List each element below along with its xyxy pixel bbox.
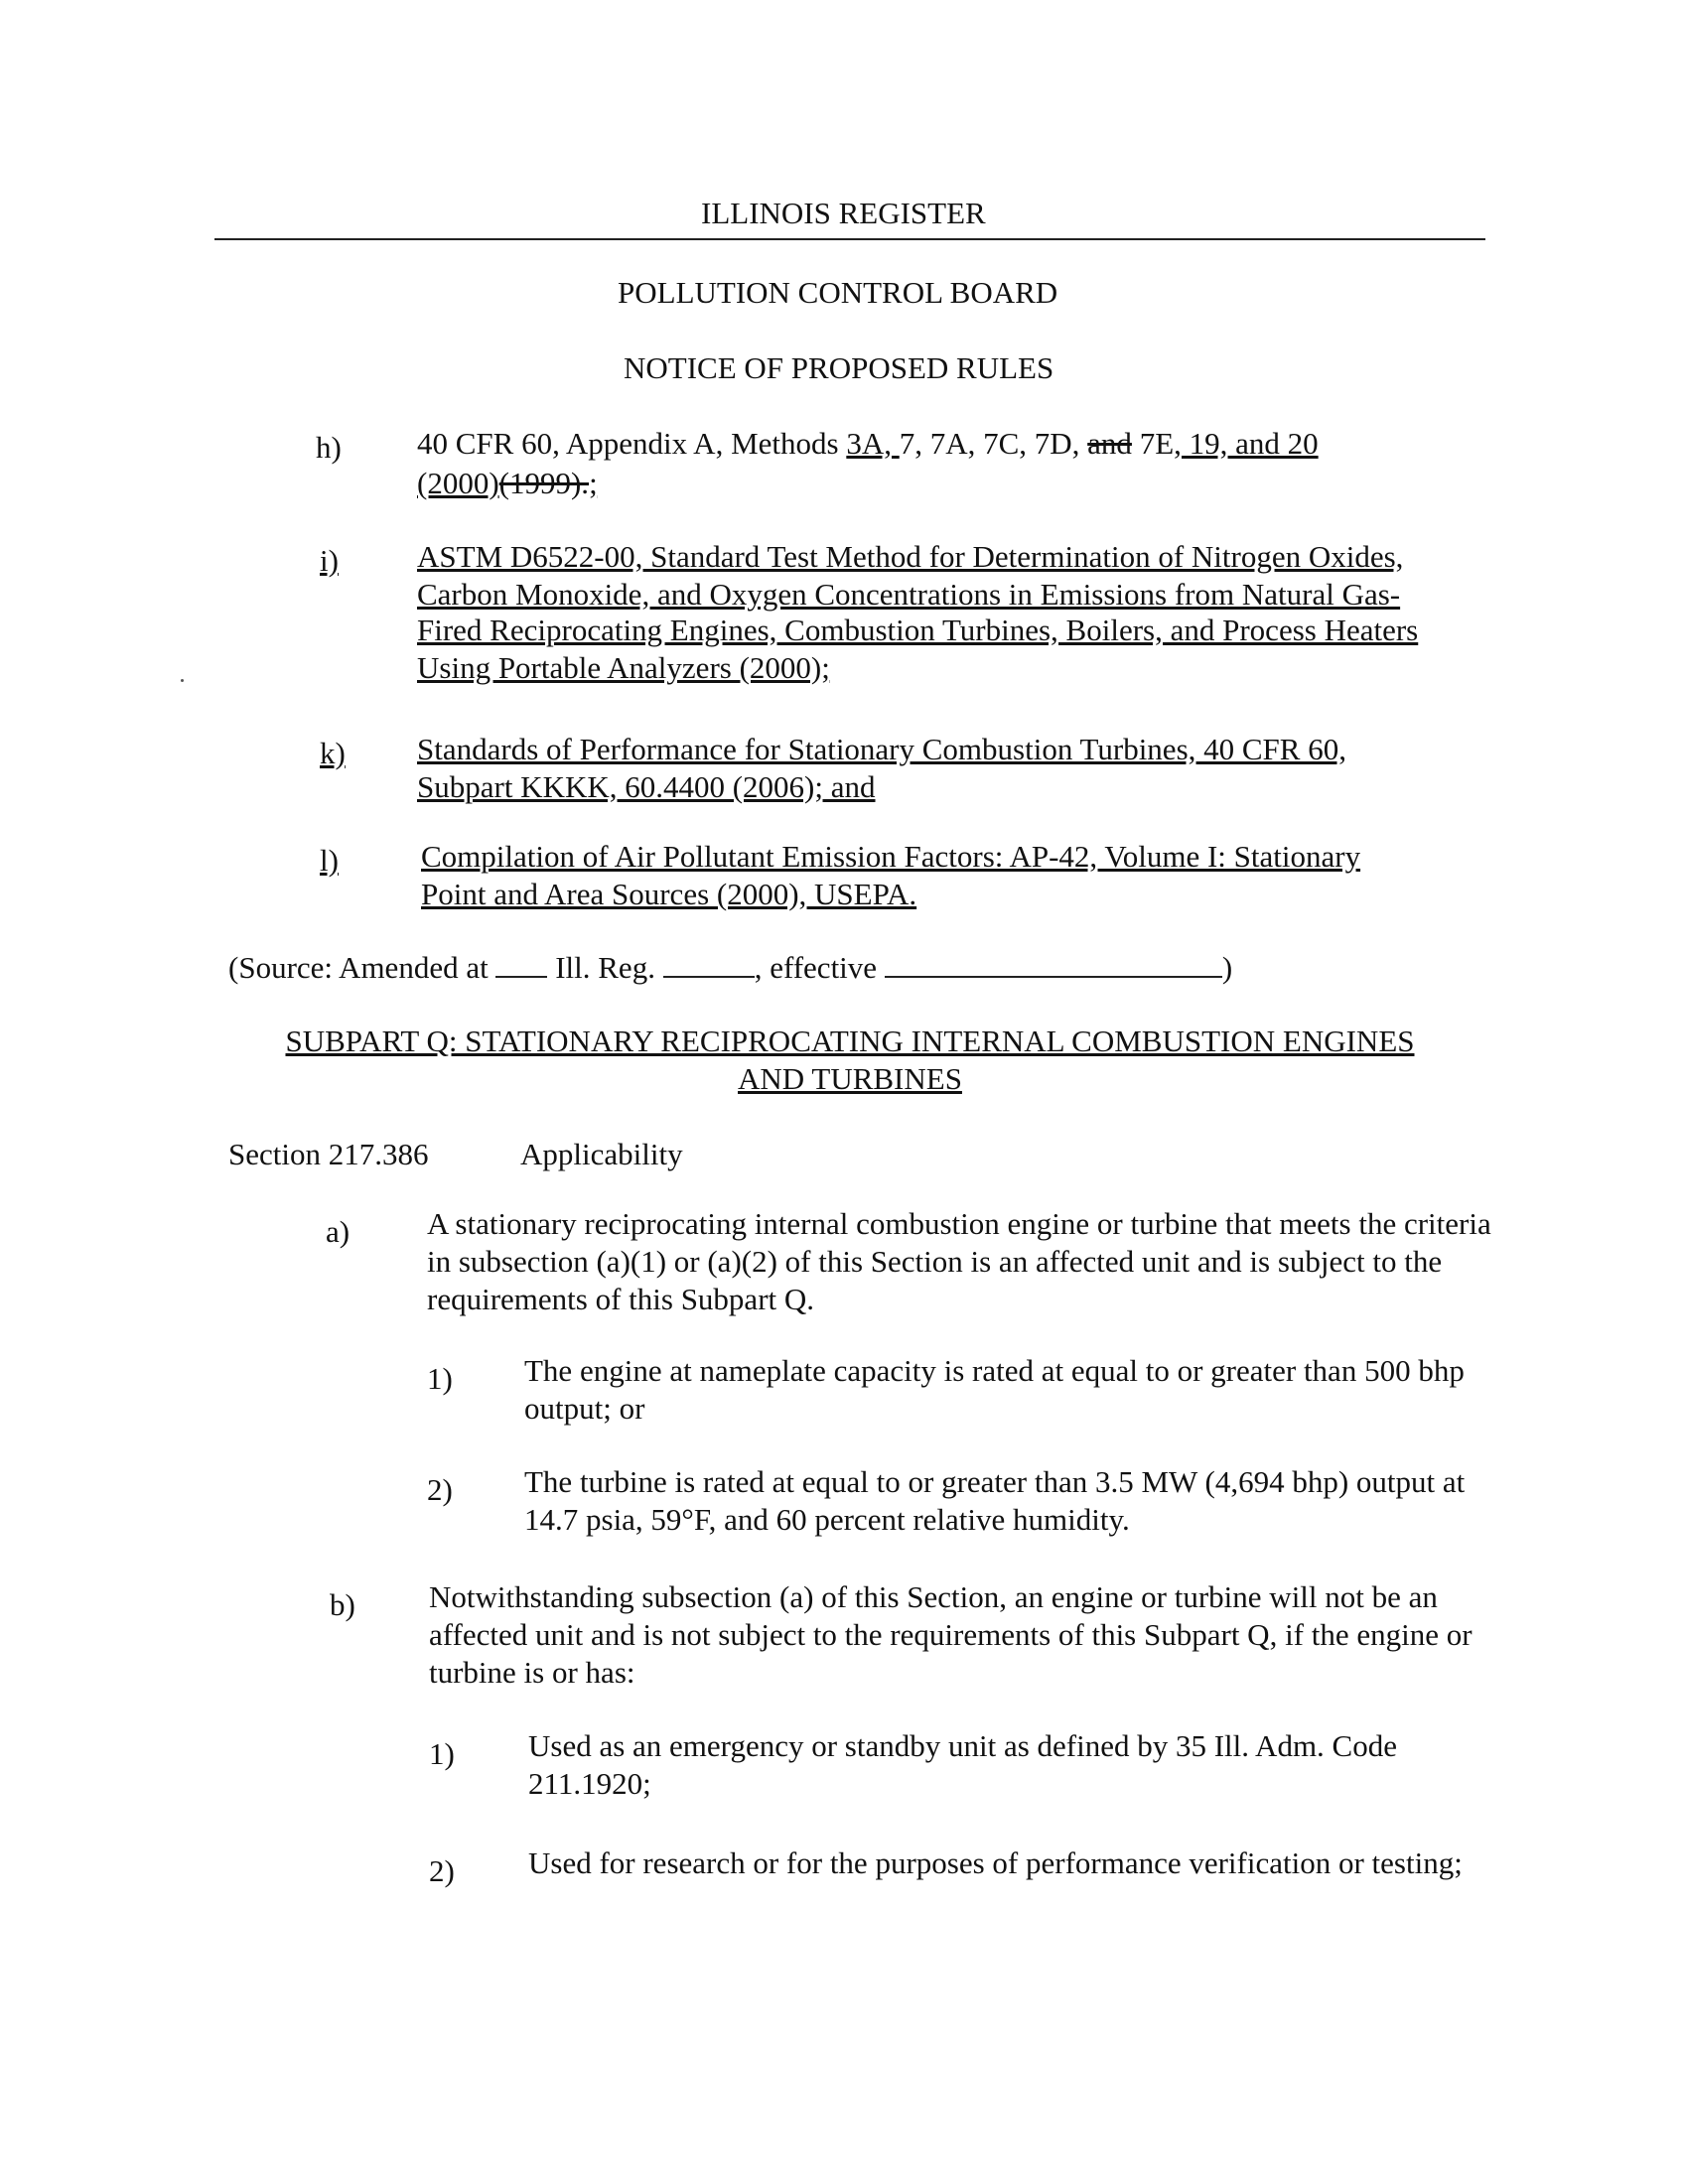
- item-h-text-e: 7E: [1131, 426, 1175, 461]
- source-text-d: ): [1221, 950, 1233, 985]
- para-b-item1-text: Used as an emergency or standby unit as defined by 35 Ill. Adm. Code 211.1920;: [528, 1728, 1397, 1801]
- notice-title: NOTICE OF PROPOSED RULES: [624, 350, 1054, 385]
- para-a-item2-label: 2): [427, 1472, 453, 1507]
- subpart-heading-line2: AND TURBINES: [738, 1061, 962, 1096]
- section-number: Section 217.386: [228, 1137, 429, 1171]
- item-j-label: i): [320, 543, 339, 578]
- item-l-line1: Compilation of Air Pollutant Emission Factors: AP-42, Volume I: Stationary: [421, 839, 1361, 874]
- item-k-line2: Subpart KKKK, 60.4400 (2006); and: [417, 769, 876, 804]
- item-h-line2: [417, 465, 598, 502]
- item-j-line1: ASTM D6522-00, Standard Test Method for Determination of Nitrogen Oxides,: [417, 539, 1404, 574]
- item-h-strike-1999: (1999).: [498, 466, 590, 500]
- board-name: POLLUTION CONTROL BOARD: [618, 275, 1058, 310]
- source-text-c: , effective: [754, 950, 885, 985]
- item-h-label: h): [316, 430, 342, 465]
- item-h-text-c: 7, 7A, 7C, 7D,: [899, 426, 1088, 461]
- item-h-insert-3a: 3A,: [846, 426, 900, 461]
- item-l-label: l): [320, 843, 339, 878]
- item-j-line4: Using Portable Analyzers (2000);: [417, 650, 830, 685]
- item-k-line1: Standards of Performance for Stationary Combustion Turbines, 40 CFR 60,: [417, 732, 1346, 766]
- source-note: [228, 949, 1232, 987]
- item-k-label: k): [320, 736, 346, 770]
- source-text-a: (Source: Amended at: [228, 950, 496, 985]
- header-rule: [214, 238, 1485, 240]
- para-b-label: b): [330, 1587, 355, 1622]
- item-j-line2: Carbon Monoxide, and Oxygen Concentrations in Emissions from Natural Gas-: [417, 577, 1401, 612]
- source-blank-date: [885, 952, 1222, 978]
- subpart-heading-line1: SUBPART Q: STATIONARY RECIPROCATING INTERNAL COMBUSTION ENGINES: [285, 1024, 1415, 1058]
- item-h-insert-19-20: , 19, and 20: [1174, 426, 1319, 461]
- para-a-item1-text: The engine at nameplate capacity is rated at equal to or greater than 500 bhp output; or: [524, 1353, 1465, 1426]
- item-l-line2: Point and Area Sources (2000), USEPA.: [421, 877, 917, 911]
- para-a-text: A stationary reciprocating internal combustion engine or turbine that meets the criteria in subsection (a)(1) or (a)(2) of this Section is an affected unit and is subject to the requirements of this Subpart Q.: [427, 1206, 1491, 1316]
- item-j-line3: Fired Reciprocating Engines, Combustion Turbines, Boilers, and Process Heaters: [417, 613, 1419, 647]
- register-title: ILLINOIS REGISTER: [701, 196, 986, 230]
- item-h-text-a: 40 CFR 60, Appendix A, Methods: [417, 426, 847, 461]
- para-b-item2-text: Used for research or for the purposes of performance verification or testing;: [528, 1845, 1463, 1880]
- para-b-item1-label: 1): [429, 1736, 455, 1771]
- para-a-label: a): [326, 1214, 351, 1249]
- item-h-insert-2000: (2000): [417, 466, 499, 500]
- item-h-insert-semicolon: ;: [589, 466, 598, 500]
- item-h-strike-and: and: [1087, 426, 1132, 461]
- source-blank-volume: [495, 952, 547, 978]
- item-h-line1: [417, 425, 1319, 463]
- source-blank-page: [663, 952, 755, 978]
- para-a-item2-text: The turbine is rated at equal to or greater than 3.5 MW (4,694 bhp) output at 14.7 psia, 59°F, and 60 percent relative humidity.: [524, 1464, 1466, 1537]
- para-b-item2-label: 2): [429, 1853, 455, 1888]
- para-b-text: Notwithstanding subsection (a) of this Section, an engine or turbine will not be an affected unit and is not subject to the requirements of this Subpart Q, if the engine or turbine is or has:: [429, 1579, 1473, 1690]
- scan-speck: [181, 679, 184, 682]
- source-text-b: Ill. Reg.: [547, 950, 663, 985]
- section-title: Applicability: [520, 1137, 683, 1171]
- para-a-item1-label: 1): [427, 1361, 453, 1396]
